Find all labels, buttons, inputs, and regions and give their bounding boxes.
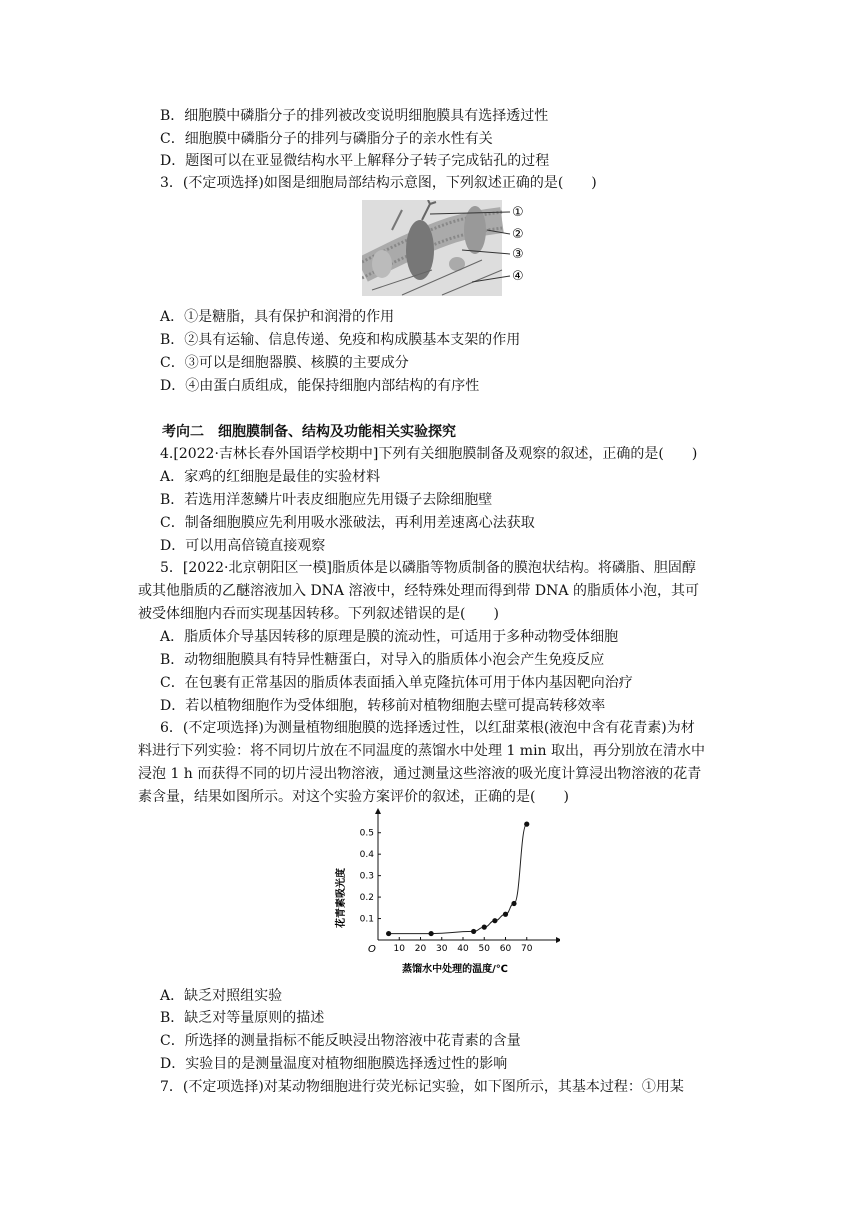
y-tick-label: 0.3 [359,871,374,882]
y-tick-label: 0.2 [359,893,374,904]
q6-line-3: 浸泡 1 h 而获得不同的切片浸出物溶液，通过测量这些溶液的吸光度计算浸出物溶液的花青 [138,766,702,782]
x-tick-label: 10 [393,944,405,954]
x-tick-label: 40 [457,944,469,954]
data-point [429,931,434,936]
q6-line-1: 6．(不定项选择)为测量植物细胞膜的选择透过性，以红甜菜根(液泡中含有花青素)为材 [160,720,695,736]
y-tick-label: 0.4 [359,850,374,861]
origin-label: O [368,944,376,955]
q2-option-c: C．细胞膜中磷脂分子的排列与磷脂分子的亲水性有关 [160,131,493,147]
y-tick-label: 0.1 [359,914,374,925]
q3-option-d: D．④由蛋白质组成，能保持细胞内部结构的有序性 [160,378,480,394]
absorbance-chart [330,808,560,980]
q5-option-c: C．在包裹有正常基因的脂质体表面插入单克隆抗体可用于体内基因靶向治疗 [160,675,633,691]
q3-option-b: B．②具有运输、信息传递、免疫和构成膜基本支架的作用 [160,332,521,348]
y-tick-label: 0.5 [359,828,374,839]
q4-option-c: C．制备细胞膜应先利用吸水涨破法，再利用差速离心法获取 [160,515,535,531]
q5-option-b: B．动物细胞膜具有特异性糖蛋白，对导入的脂质体小泡会产生免疫反应 [160,652,605,668]
data-point [471,929,476,934]
q3-option-c: C．③可以是细胞器膜、核膜的主要成分 [160,355,409,371]
x-tick-label: 70 [521,944,533,954]
y-axis-label: 花青素吸光度 [336,868,347,928]
x-tick-label: 20 [414,944,427,954]
q6-option-b: B．缺乏对等量原则的描述 [160,1010,325,1026]
q6-line-4: 素含量，结果如图所示。对这个实验方案评价的叙述，正确的是( ) [138,789,569,805]
q3-stem: 3．(不定项选择)如图是细胞局部结构示意图，下列叙述正确的是( ) [160,175,597,191]
q2-option-b: B．细胞膜中磷脂分子的排列被改变说明细胞膜具有选择透过性 [160,108,549,124]
y-axis-arrow [375,808,381,814]
q5-line-2: 或其他脂质的乙醚溶液加入 DNA 溶液中，经特殊处理而得到带 DNA 的脂质体小泡，其可 [138,583,699,599]
q4-option-d: D．可以用高倍镜直接观察 [160,538,326,554]
q3-option-a: A．①是糖脂，具有保护和润滑的作用 [160,309,395,325]
q4-option-a: A．家鸡的红细胞是最佳的实验材料 [160,469,381,485]
label-2: ② [512,227,524,242]
q5-line-1: 5．[2022·北京朝阳区一模]脂质体是以磷脂等物质制备的膜泡状结构。将磷脂、胆固醇 [160,560,696,576]
data-point [503,912,508,917]
section-heading: 考向二 细胞膜制备、结构及功能相关实验探究 [162,424,456,440]
q6-option-a: A．缺乏对照组实验 [160,988,283,1004]
data-point [386,931,391,936]
label-4: ④ [512,269,524,284]
data-point [492,918,497,923]
data-point [482,925,487,930]
q2-option-d: D．题图可以在亚显微结构水平上解释分子转子完成钻孔的过程 [160,153,550,169]
cell-membrane-figure [362,200,534,296]
x-axis-label: 蒸馏水中处理的温度/℃ [402,964,508,975]
trend-curve [389,824,527,933]
data-point [511,901,516,906]
q6-option-d: D．实验目的是测量温度对植物细胞膜选择透过性的影响 [160,1056,508,1072]
label-3: ③ [512,247,524,262]
q5-line-3: 被受体细胞内吞而实现基因转移。下列叙述错误的是( ) [138,606,499,622]
x-tick-label: 50 [478,944,490,954]
x-tick-label: 60 [499,944,512,954]
q4-stem: 4.[2022·吉林长春外国语学校期中]下列有关细胞膜制备及观察的叙述，正确的是( ) [160,446,698,462]
q7-line-1: 7．(不定项选择)对某动物细胞进行荧光标记实验，如下图所示，其基本过程：①用某 [160,1079,684,1095]
q5-option-a: A．脂质体介导基因转移的原理是膜的流动性，可适用于多种动物受体细胞 [160,629,619,645]
q5-option-d: D．若以植物细胞作为受体细胞，转移前对植物细胞去壁可提高转移效率 [160,698,606,714]
q6-option-c: C．所选择的测量指标不能反映浸出物溶液中花青素的含量 [160,1033,521,1049]
x-tick-label: 30 [436,944,448,954]
x-axis-arrow [556,937,560,943]
label-1: ① [512,205,524,220]
q6-line-2: 料进行下列实验：将不同切片放在不同温度的蒸馏水中处理 1 min 取出，再分别放在清水中 [138,743,706,759]
q4-option-b: B．若选用洋葱鳞片叶表皮细胞应先用镊子去除细胞壁 [160,492,493,508]
data-point [524,822,529,827]
